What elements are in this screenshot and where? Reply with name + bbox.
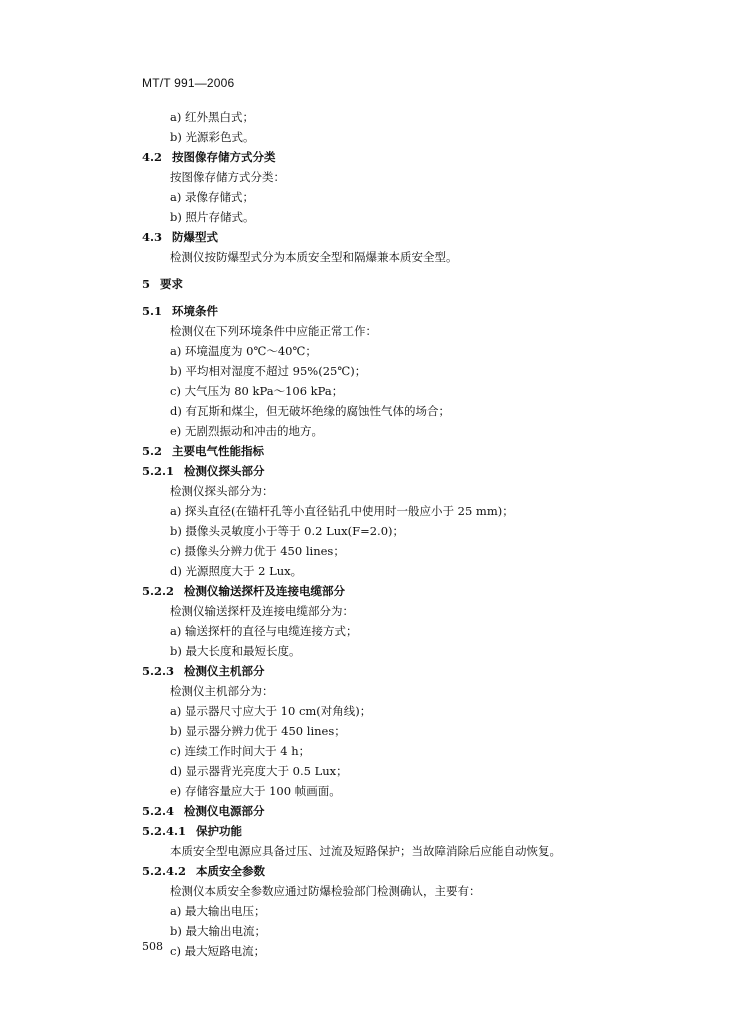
section-number: 4.3 xyxy=(142,230,163,244)
section-heading xyxy=(142,443,264,459)
line-text: 检测仪按防爆型式分为本质安全型和隔爆兼本质安全型。 xyxy=(170,250,458,264)
line-text: a) 录像存储式； xyxy=(170,190,254,204)
line-text: 按图像存储方式分类： xyxy=(170,170,285,184)
line-text: a) 输送探杆的直径与电缆连接方式； xyxy=(170,624,358,638)
line-text: c) 连续工作时间大于 4 h； xyxy=(170,744,311,758)
line-text: b) 显示器分辨力优于 450 lines； xyxy=(170,724,346,738)
line-text: b) 照片存储式。 xyxy=(170,210,255,224)
section-heading xyxy=(142,149,276,165)
line-text: c) 最大短路电流； xyxy=(170,944,266,958)
body-line xyxy=(170,623,358,639)
line-text: 检测仪探头部分为： xyxy=(170,484,274,498)
line-text: 按图像存储方式分类 xyxy=(172,150,276,164)
line-text: c) 大气压为 80 kPa～106 kPa； xyxy=(170,384,344,398)
line-text: 检测仪本质安全参数应通过防爆检验部门检测确认，主要有： xyxy=(170,884,481,898)
line-text: 检测仪探头部分 xyxy=(184,464,265,478)
standard-header: MT/T 991—2006 xyxy=(142,76,235,90)
body-line xyxy=(170,543,345,559)
line-text: a) 红外黑白式； xyxy=(170,110,254,124)
line-text: 主要电气性能指标 xyxy=(172,444,265,458)
section-number: 5.2.4.1 xyxy=(142,824,187,838)
line-text: 要求 xyxy=(160,277,184,291)
line-text: b) 最大长度和最短长度。 xyxy=(170,644,301,658)
section-number: 5 xyxy=(142,277,151,291)
line-text: 检测仪主机部分 xyxy=(184,664,265,678)
section-number: 5.2.4.2 xyxy=(142,864,187,878)
body-line xyxy=(170,383,343,399)
line-text: b) 最大输出电流； xyxy=(170,924,267,938)
line-text: 检测仪电源部分 xyxy=(184,804,265,818)
body-line xyxy=(170,723,346,739)
line-text: a) 显示器尺寸应大于 10 cm(对角线)； xyxy=(170,704,372,718)
section-number: 5.2.2 xyxy=(142,584,175,598)
section-heading xyxy=(142,583,345,599)
body-line xyxy=(170,903,266,919)
body-line xyxy=(170,943,265,959)
line-text: 检测仪主机部分为： xyxy=(170,684,274,698)
body-line xyxy=(170,343,317,359)
body-line xyxy=(170,883,481,899)
body-line xyxy=(170,403,450,419)
section-number: 5.2.3 xyxy=(142,664,175,678)
section-heading xyxy=(142,663,265,679)
section-heading xyxy=(142,863,265,879)
line-text: a) 环境温度为 0℃～40℃； xyxy=(170,344,317,358)
body-line xyxy=(170,249,458,265)
page-number: 508 xyxy=(142,940,163,953)
line-text: d) 显示器背光亮度大于 0.5 Lux； xyxy=(170,764,348,778)
line-text: a) 最大输出电压； xyxy=(170,904,266,918)
body-line xyxy=(170,169,285,185)
line-text: 环境条件 xyxy=(172,304,219,318)
body-line xyxy=(170,423,323,439)
body-line xyxy=(170,843,561,859)
line-text: c) 摄像头分辨力优于 450 lines； xyxy=(170,544,345,558)
section-heading xyxy=(142,229,218,245)
body-line xyxy=(170,523,404,539)
line-text: 保护功能 xyxy=(196,824,243,838)
line-text: 检测仪输送探杆及连接电缆部分 xyxy=(184,584,346,598)
line-text: b) 平均相对湿度不超过 95%(25℃)； xyxy=(170,364,367,378)
line-text: 检测仪输送探杆及连接电缆部分为： xyxy=(170,604,354,618)
body-line xyxy=(170,323,377,339)
section-number: 5.2.4 xyxy=(142,804,175,818)
line-text: 防爆型式 xyxy=(172,230,219,244)
section-heading xyxy=(142,823,242,839)
line-text: d) 有瓦斯和煤尘，但无破坏绝缘的腐蚀性气体的场合； xyxy=(170,404,451,418)
section-heading xyxy=(142,303,218,319)
line-text: a) 探头直径(在锚杆孔等小直径钻孔中使用时一般应小于 25 mm)； xyxy=(170,504,514,518)
body-line xyxy=(170,643,301,659)
body-line xyxy=(170,703,371,719)
section-number: 5.2 xyxy=(142,444,163,458)
line-text: 本质安全参数 xyxy=(196,864,266,878)
body-line xyxy=(170,363,366,379)
body-line xyxy=(170,743,310,759)
section-number: 5.1 xyxy=(142,304,163,318)
section-heading xyxy=(142,276,183,292)
line-text: e) 无剧烈振动和冲击的地方。 xyxy=(170,424,323,438)
body-line xyxy=(170,763,348,779)
line-text: d) 光源照度大于 2 Lux。 xyxy=(170,564,303,578)
line-text: 本质安全型电源应具备过压、过流及短路保护；当故障消除后应能自动恢复。 xyxy=(170,844,561,858)
body-line xyxy=(170,783,341,799)
body-line xyxy=(170,923,266,939)
body-line xyxy=(170,503,514,519)
body-line xyxy=(170,603,354,619)
line-text: b) 光源彩色式。 xyxy=(170,130,255,144)
section-number: 5.2.1 xyxy=(142,464,175,478)
body-line xyxy=(170,483,274,499)
line-text: b) 摄像头灵敏度小于等于 0.2 Lux(F=2.0)； xyxy=(170,524,405,538)
line-text: e) 存储容量应大于 100 帧画面。 xyxy=(170,784,341,798)
body-line xyxy=(170,129,255,145)
body-line xyxy=(170,189,254,205)
body-line xyxy=(170,109,254,125)
body-line xyxy=(170,209,255,225)
section-heading xyxy=(142,463,265,479)
section-heading xyxy=(142,803,265,819)
section-number: 4.2 xyxy=(142,150,163,164)
line-text: 检测仪在下列环境条件中应能正常工作： xyxy=(170,324,377,338)
body-line xyxy=(170,683,274,699)
body-line xyxy=(170,563,302,579)
